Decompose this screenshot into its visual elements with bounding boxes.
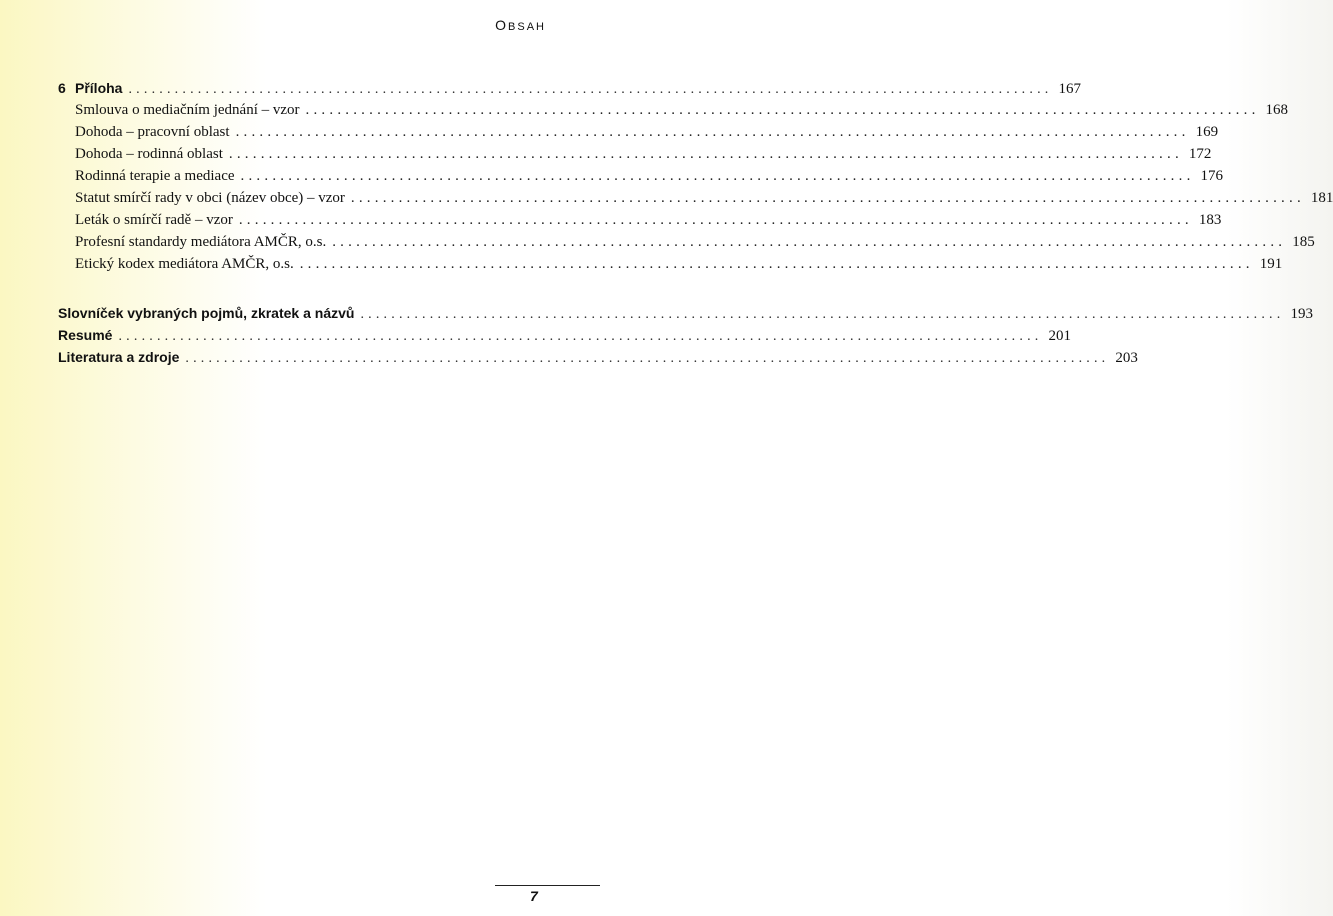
leader-dots: ........................................................................................................................ [128,82,1053,97]
header-initial: O [495,17,509,33]
toc-sub-entry [58,256,1283,278]
leader-dots: ........................................................................................................................ [305,102,1260,118]
entry-title: Resumé [58,327,113,343]
toc-main-entry [58,349,1138,371]
toc-main-entry [58,305,1313,327]
entry-title: Etický kodex mediátora AMČR, o.s. [75,256,294,272]
entry-title: Dohoda – rodinná oblast [75,146,223,162]
toc-chapter-6 [58,80,1081,102]
page-number: 185 [1292,234,1315,250]
header-rest: BSAH [508,21,546,33]
footer-page-number: 7 [530,888,538,904]
entry-title: Dohoda – pracovní oblast [75,124,230,140]
entry-title: Smlouva o mediačním jednání – vzor [75,102,300,118]
chapter-title: Příloha [75,80,123,96]
toc-sub-entry [58,168,1224,190]
leader-dots: ........................................................................................................................ [228,146,1183,162]
entry-title: Statut smírčí rady v obci (název obce) – vzor [75,190,345,206]
page-number: 203 [1115,350,1138,366]
entry-title: Rodinná terapie a mediace [75,168,235,184]
leader-dots: ........................................................................................................................ [360,307,1285,322]
page-number: 172 [1188,146,1212,162]
toc-sub-entry [58,102,1289,124]
leader-dots: ........................................................................................................................ [238,212,1193,228]
entry-title: Literatura a zdroje [58,349,180,365]
footer-rule [495,885,600,886]
leader-dots: ........................................................................................................................ [240,168,1195,184]
chapter-number: 6 [58,80,66,96]
page-number: 169 [1195,124,1219,140]
leader-dots: ........................................................................................................................ [350,190,1305,206]
entry-title: Slovníček vybraných pojmů, zkratek a názvů [58,305,355,321]
toc-main-entry [58,327,1071,349]
entry-title: Leták o smírčí radě – vzor [75,212,233,228]
page-number: 191 [1259,256,1283,272]
page-number: 176 [1200,168,1224,184]
page-number: 181 [1310,190,1333,206]
entry-title: Profesní standardy mediátora AMČR, o.s. [75,234,327,250]
page-number: 193 [1290,306,1313,322]
toc-sub-entry [58,146,1212,168]
page-number: 183 [1198,212,1222,228]
running-header [495,17,546,33]
leader-dots: ........................................................................................................................ [299,256,1254,272]
leader-dots: ........................................................................................................................ [185,351,1110,366]
toc-sub-entry [58,212,1222,234]
toc-sub-entry [58,124,1219,146]
page-number: 201 [1048,328,1071,344]
toc-sub-entry [58,234,1315,256]
leader-dots: ........................................................................................................................ [332,234,1287,250]
page-number: 168 [1265,102,1289,118]
toc-sub-entry [58,190,1333,212]
leader-dots: ........................................................................................................................ [118,329,1043,344]
page-number: 167 [1058,81,1081,97]
leader-dots: ........................................................................................................................ [235,124,1190,140]
